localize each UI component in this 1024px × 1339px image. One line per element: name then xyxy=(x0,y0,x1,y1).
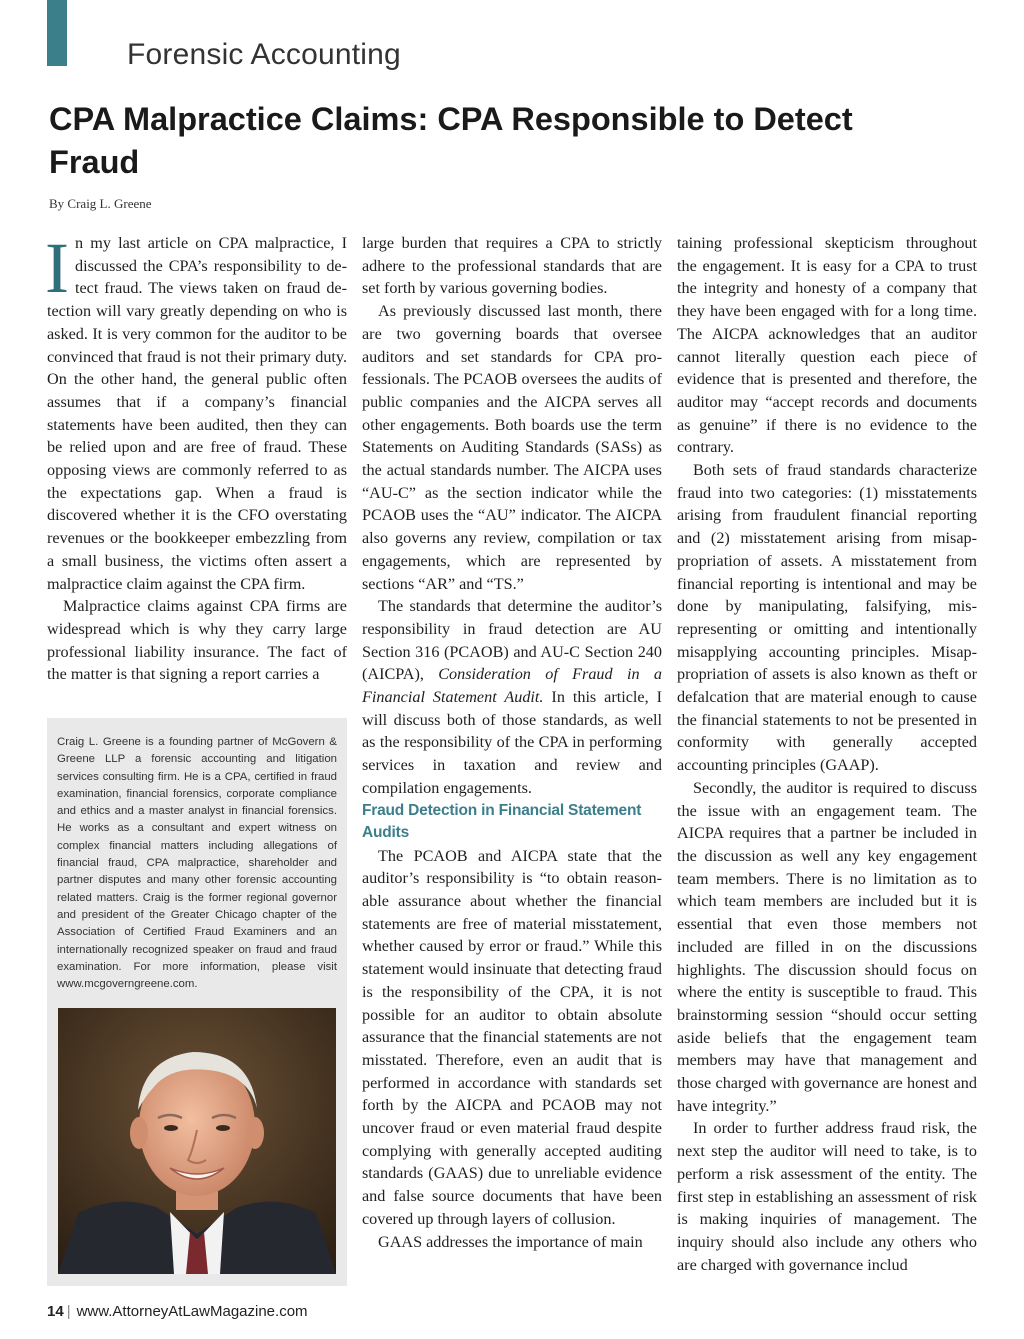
paragraph: large burden that requires a CPA to strictly adhere to the professional standards that are set forth by various governing bodies. xyxy=(362,234,662,298)
paragraph: Malpractice claims against CPA firms are widespread which is why they carry large professional liability insurance. The fact of the matter is that signing a report carries a xyxy=(47,597,347,684)
section-color-block xyxy=(47,0,67,66)
website-link[interactable]: www.AttorneyAtLawMagazine.com xyxy=(76,1303,308,1320)
column-1 xyxy=(45,228,347,686)
author-photo xyxy=(58,1008,336,1274)
column-3 xyxy=(677,232,977,1276)
author-bio-box xyxy=(47,718,347,1286)
paragraph: GAAS addresses the importance of main xyxy=(378,1232,643,1251)
footer-separator: | xyxy=(66,1303,71,1320)
paragraph xyxy=(362,595,662,799)
column-2 xyxy=(362,232,662,1253)
page-footer xyxy=(47,1303,308,1320)
paragraph-text: The standards that determine the auditor’s responsibility in fraud detection are AU Section 316 (PCAOB) and AU-C Section 240 (AICPA), xyxy=(362,597,662,684)
paragraph-text: In this article, I will discuss both of those standards, as well as the responsibility of the CPA in performing services in taxation and review and compilation engagements. xyxy=(362,688,662,797)
section-label: Forensic Accounting xyxy=(127,38,401,71)
paragraph xyxy=(45,228,347,595)
article-title: CPA Malpractice Claims: CPA Responsible to Detect Fraud xyxy=(49,101,853,180)
paragraph: As previously discussed last month, there are two governing boards that oversee auditors and set standards for CPA professionals. The PCAOB oversees the audits of public companies and the AICPA serves all other engagements. Both boards use the term Statements on Auditing Standards (SASs) as the actual standards number. The AICPA uses “AU-C” as the section indicator while the PCAOB uses the “AU” indicator. The AICPA also governs any review, compilation or tax engagements, which are represented by sections “AR” and “TS.” xyxy=(362,302,662,593)
paragraph: Both sets of fraud standards characterize fraud into two categories: (1) misstatements arising from fraudulent financial reporting and (2) misstatement arising from misappropriation of assets. A misstatement from financial reporting is intentional and may be done by manipulating, falsifying, misrepresenting or omitting and intentionally misapplying accounting principles. Misappropriation of assets is also known as theft or defalcation that are material enough to cause the financial statements to not be presented in conformity with generally accepted accounting principles (GAAP). xyxy=(677,461,977,775)
paragraph-text: n my last article on CPA malpractice, I discussed the CPA’s responsibility to detect fraud. The views taken on fraud detection will vary greatly depending on who is asked. It is very common for the auditor to be convinced that fraud is not their primary duty. On the other hand, the general public often assumes that if a company’s financial statements have been audited, then they can be relied upon and are free of fraud. These opposing views are commonly referred to as the expectations gap. When a fraud is discovered whether it is the CFO overstating revenues or the bookkeeper embezzling from a small business, the victims often assert a malpractice claim against the CPA firm. xyxy=(47,234,347,593)
paragraph: Secondly, the auditor is required to discuss the issue with an engagement team. The AICPA requires that a partner be included in the discussion as well any key engagement team members. There is no limitation as to which team members are included but it is essential that even those members not included are filled in on the discussions highlights. The discussion should focus on where the entity is susceptible to fraud. This brainstorming session “should occur setting aside beliefs that the engagement team members may have that management and those charged with governance are honest and have integrity.” xyxy=(677,778,977,1115)
drop-cap: I xyxy=(45,228,69,308)
paragraph: In order to further address fraud risk, the next step the auditor will need to take, is to perform a risk assessment of the entity. The first step in establishing an assessment of risk is making inquiries of management. The inquiry should also include any others who are charged with governance includ xyxy=(677,1119,977,1274)
subheading: Fraud Detection in Financial Statement Audits xyxy=(362,801,642,842)
page-number: 14 xyxy=(47,1303,64,1320)
byline: By Craig L. Greene xyxy=(49,196,152,211)
paragraph: The PCAOB and AICPA state that the auditor’s responsibility is “to obtain reasonable assurance about whether the financial statements are free of material misstatement, whether caused by error or fraud.” While this statement would insinuate that detecting fraud is the responsibility of the CPA, it is not possible for an auditor to obtain absolute assurance that the financial statements are not misstated. Therefore, even an audit that is performed in accordance with standards set forth by the AICPA and PCAOB may not uncover fraud or even material fraud despite complying with generally accepted auditing standards (GAAS) due to unreliable evidence and false source documents that have been covered up through layers of collusion. xyxy=(362,846,662,1228)
italic-title: Consideration of Fraud in a Financial Statement Audit. xyxy=(362,665,662,707)
paragraph: taining professional skepticism throughout the engagement. It is easy for a CPA to trust the integrity and honesty of a company that they have been engaged with for a long time. The AICPA acknowledges that an auditor cannot literally question each piece of evidence that is presented and therefore, the auditor may “accept records and documents as genuine” if there is no evidence to the contrary. xyxy=(677,234,977,457)
author-bio-text: Craig L. Greene is a founding partner of McGovern & Greene LLP a forensic accounting and litigation services consulting firm. He is a CPA, certified in fraud examination, financial forensics, corporate compliance and ethics and a master analyst in financial forensics. He works as a consultant and expert witness on complex financial matters including allegations of financial fraud, CPA malpractice, shareholder and partner disputes and many other forensic accounting related matters. Craig is the former regional governor and president of the Greater Chicago chapter of the Association of Certified Fraud Examiners and an internationally recognized speaker on fraud and fraud examination. For more information, please visit www.mcgoverngreene.com. xyxy=(57,736,337,991)
